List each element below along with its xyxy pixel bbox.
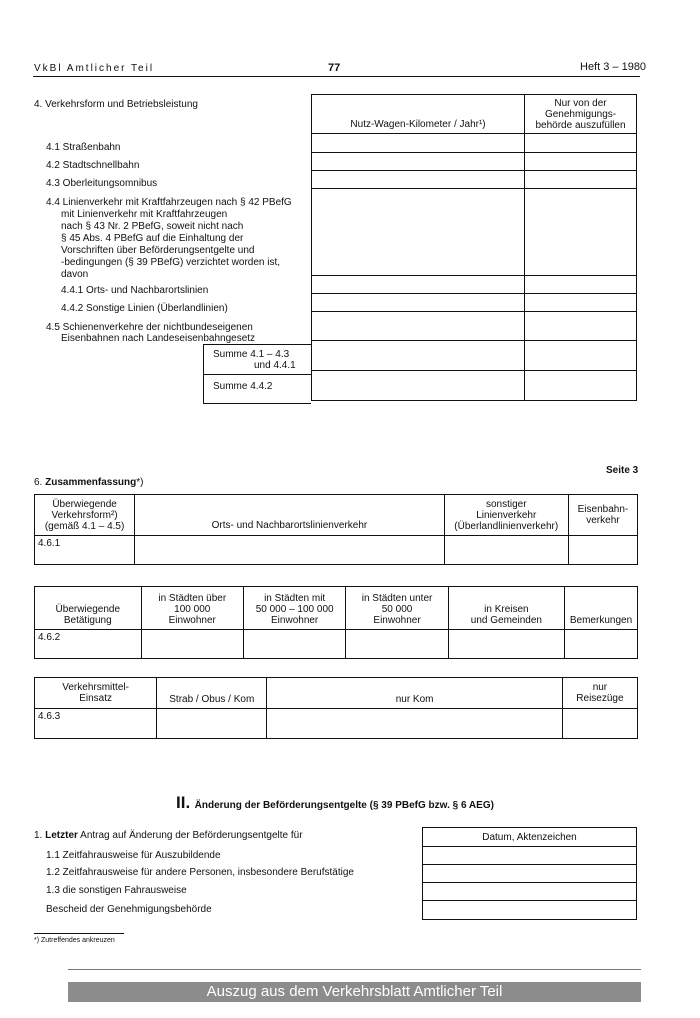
page-number: 77: [328, 62, 341, 74]
cell-4-5-auth[interactable]: [525, 312, 637, 341]
t3-row-label: 4.6.3: [35, 709, 157, 739]
section6-title: 6. Zusammenfassung*): [34, 477, 144, 488]
t2-h-unter: in Städten unter 50 000 Einwohner: [346, 587, 448, 630]
row-4-4-2-label: 4.4.2 Sonstige Linien (Überlandlinien): [61, 303, 228, 314]
row-4-5-label-2: Eisenbahnen nach Landeseisenbahngesetz: [61, 333, 256, 344]
section2-title: Änderung der Beförderungsentgelte (§ 39 PBefG bzw. § 6 AEG): [194, 800, 494, 811]
header-right: Heft 3 – 1980: [580, 61, 647, 73]
cell-4-4-auth[interactable]: [525, 189, 637, 276]
col-auth-header: Nur von der Genehmigungs- behörde auszufüllen: [525, 95, 637, 134]
t2-cell-ueber[interactable]: [141, 630, 243, 659]
t3-h-nurkom: nur Kom: [267, 678, 562, 709]
section2-numeral: II.: [176, 793, 191, 812]
date-cell-1-2[interactable]: [423, 865, 637, 883]
item-1-1: 1.1 Zeitfahrausweise für Auszubildende: [46, 850, 221, 861]
table-4-6-1: [34, 494, 638, 565]
t2-h-kreise: in Kreisen und Gemeinden: [448, 587, 564, 630]
cell-4-4-km[interactable]: [312, 189, 525, 276]
t2-h-mit: in Städten mit 50 000 – 100 000 Einwohner: [243, 587, 345, 630]
row-4-4-1-label: 4.4.1 Orts- und Nachbarortslinien: [61, 285, 209, 296]
row-4-3-label: 4.3 Oberleitungsomnibus: [46, 178, 158, 189]
t3-cell-nurkom[interactable]: [267, 709, 562, 739]
header-left: VkBl Amtlicher Teil: [34, 63, 155, 74]
table-4-6-2: [34, 586, 638, 659]
table-4-6-3: [34, 677, 638, 739]
row-4-2-label: 4.2 Stadtschnellbahn: [46, 160, 140, 171]
t1-h-verkehrsform: Überwiegende Verkehrsform²) (gemäß 4.1 – 4.5): [35, 495, 135, 536]
footnote: *) Zutreffendes ankreuzen: [34, 937, 115, 944]
t2-cell-mit[interactable]: [243, 630, 345, 659]
sum2-label: Summe 4.4.2: [213, 381, 273, 392]
date-cell-1-1[interactable]: [423, 847, 637, 865]
date-table: [422, 827, 637, 920]
t2-cell-bemerkungen[interactable]: [565, 630, 638, 659]
cell-4-2-km[interactable]: [312, 153, 525, 171]
date-header: Datum, Aktenzeichen: [423, 828, 637, 847]
t2-h-bemerkungen: Bemerkungen: [565, 587, 638, 630]
t2-h-betaetigung: Überwiegende Betätigung: [35, 587, 142, 630]
t1-row-label: 4.6.1: [35, 536, 135, 565]
footer-rule: [68, 969, 641, 970]
cell-sum1-km[interactable]: [312, 341, 525, 371]
cell-4-4-1-auth[interactable]: [525, 276, 637, 294]
t3-h-einsatz: Verkehrsmittel- Einsatz: [35, 678, 157, 709]
t1-cell-orts[interactable]: [135, 536, 445, 565]
cell-4-5-km[interactable]: [312, 312, 525, 341]
item-bescheid: Bescheid der Genehmigungsbehörde: [46, 904, 212, 915]
sum1-label-2: und 4.4.1: [254, 360, 296, 371]
seite-label: Seite 3: [606, 465, 639, 476]
date-cell-bescheid[interactable]: [423, 901, 637, 920]
cell-sum2-auth[interactable]: [525, 371, 637, 401]
sum1-label-1: Summe 4.1 – 4.3: [213, 349, 290, 360]
cell-4-4-2-km[interactable]: [312, 294, 525, 312]
t2-cell-unter[interactable]: [346, 630, 448, 659]
cell-4-4-1-km[interactable]: [312, 276, 525, 294]
section2-heading: [176, 793, 494, 813]
t1-h-eisenbahn: Eisenbahn- verkehr: [568, 495, 637, 536]
item-1-3: 1.3 die sonstigen Fahrausweise: [46, 885, 187, 896]
t2-row-label: 4.6.2: [35, 630, 142, 659]
t1-h-sonstiger: sonstiger Linienverkehr (Überlandlinienverkehr): [444, 495, 568, 536]
item-1-2: 1.2 Zeitfahrausweise für andere Personen, insbesondere Berufstätige: [46, 867, 354, 878]
item1-line: 1. Letzter Antrag auf Änderung der Beförderungsentgelte für: [34, 830, 303, 841]
cell-4-3-auth[interactable]: [525, 171, 637, 189]
row-4-5-label-1: 4.5 Schienenverkehre der nichtbundeseigenen: [46, 322, 253, 333]
t3-h-reisezuege: nur Reisezüge: [562, 678, 637, 709]
cell-sum2-km[interactable]: [312, 371, 525, 401]
t3-h-strab: Strab / Obus / Kom: [157, 678, 267, 709]
header-rule: [33, 76, 640, 77]
footnote-rule: [34, 933, 124, 934]
row-4-1-label: 4.1 Straßenbahn: [46, 142, 121, 153]
section4-table: [311, 94, 637, 401]
t2-cell-kreise[interactable]: [448, 630, 564, 659]
cell-4-1-km[interactable]: [312, 134, 525, 153]
t1-h-orts: Orts- und Nachbarortslinienverkehr: [135, 495, 445, 536]
t1-cell-eisenbahn[interactable]: [568, 536, 637, 565]
cell-4-2-auth[interactable]: [525, 153, 637, 171]
cell-sum1-auth[interactable]: [525, 341, 637, 371]
t1-cell-sonstiger[interactable]: [444, 536, 568, 565]
sum-box: [203, 344, 311, 404]
date-cell-1-3[interactable]: [423, 883, 637, 901]
t2-h-ueber: in Städten über 100 000 Einwohner: [141, 587, 243, 630]
t3-cell-reisezuege[interactable]: [562, 709, 637, 739]
section4-title: 4. Verkehrsform und Betriebsleistung: [34, 99, 198, 110]
col-km-header: Nutz-Wagen-Kilometer / Jahr¹): [312, 95, 525, 134]
t3-cell-strab[interactable]: [157, 709, 267, 739]
footer-bar: Auszug aus dem Verkehrsblatt Amtlicher Teil: [68, 982, 641, 1002]
cell-4-4-2-auth[interactable]: [525, 294, 637, 312]
cell-4-1-auth[interactable]: [525, 134, 637, 153]
cell-4-3-km[interactable]: [312, 171, 525, 189]
